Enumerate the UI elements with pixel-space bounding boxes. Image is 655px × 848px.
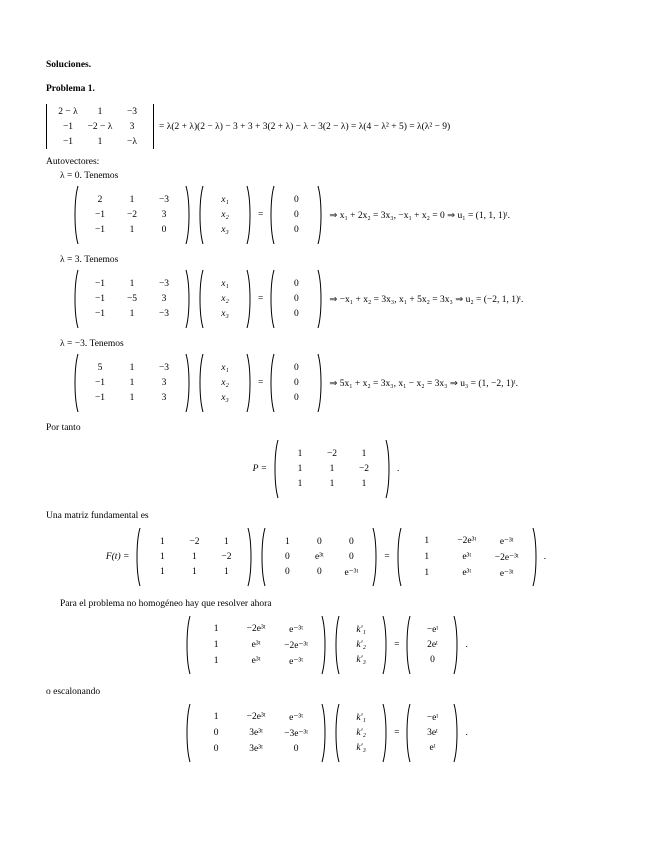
- paren-left: [404, 615, 411, 675]
- F-right-matrix: 1 −2e³ᵗ e⁻³ᵗ 1 e³ᵗ −2e⁻³ᵗ 1 e³ᵗ e⁻³ᵗ: [395, 527, 539, 587]
- paren-left: [395, 527, 402, 587]
- right-bar: [153, 104, 154, 149]
- paren-left: [72, 353, 79, 413]
- autovectores-label: Autovectores:: [46, 157, 100, 167]
- eig3-vector: x₁ x₂ x₃: [197, 269, 253, 329]
- system1-unknowns: k′₁ k′₂ k′₃: [333, 615, 389, 675]
- system2-equation: [46, 703, 606, 763]
- paren-left: [72, 185, 79, 245]
- por-tanto-label: Por tanto: [46, 423, 81, 433]
- paren-right: [321, 615, 328, 675]
- paren-right: [185, 353, 192, 413]
- equals-sign: =: [384, 552, 390, 562]
- eig3-zeros: 0 0 0: [268, 269, 324, 329]
- eig0-vector: x₁ x₂ x₃: [197, 185, 253, 245]
- determinant-matrix: [46, 104, 154, 149]
- paren-left: [197, 269, 204, 329]
- paren-left: [197, 353, 204, 413]
- paren-left: [333, 703, 340, 763]
- paren-left: [333, 615, 340, 675]
- paren-left: [72, 269, 79, 329]
- paren-left: [268, 353, 275, 413]
- equals-sign: =: [258, 294, 264, 304]
- paren-right: [382, 703, 389, 763]
- paren-right: [185, 185, 192, 245]
- paren-right: [453, 703, 460, 763]
- paren-right: [382, 615, 389, 675]
- period: .: [465, 640, 468, 650]
- system1-rhs: −eᵗ 2eᵗ 0: [404, 615, 460, 675]
- period: .: [543, 552, 547, 562]
- lambda-minus3-label: λ = −3. Tenemos: [60, 339, 124, 349]
- P-label: P =: [252, 464, 268, 474]
- matriz-fundamental-label: Una matriz fundamental es: [46, 511, 149, 521]
- eigm3-conclusion: ⇒ 5x₁ + x₂ = 3x₃, x₁ − x₂ = 3x₃ ⇒ u₃ = (1, −2, 1)ᵗ.: [329, 378, 519, 389]
- no-homogeneo-label: Para el problema no homogéneo hay que resolver ahora: [60, 599, 272, 609]
- eig3-conclusion: ⇒ −x₁ + x₂ = 3x₃, x₁ + 5x₂ = 3x₃ ⇒ u₂ = (−2, 1, 1)ᵗ.: [329, 294, 524, 305]
- paren-right: [185, 269, 192, 329]
- equals-sign: =: [394, 640, 400, 650]
- system2-rhs: −eᵗ 3eᵗ eᵗ: [404, 703, 460, 763]
- period: .: [397, 464, 400, 474]
- system2-matrix: 1 −2e³ᵗ e⁻³ᵗ 0 3e³ᵗ −3e⁻³ᵗ 0 3e³ᵗ 0: [184, 703, 328, 763]
- paren-right: [385, 439, 392, 499]
- paren-right: [321, 703, 328, 763]
- lambda-0-label: λ = 0. Tenemos: [60, 171, 119, 181]
- eigm3-equation: [72, 353, 606, 413]
- equals-sign: =: [394, 728, 400, 738]
- P-equation: [46, 439, 606, 499]
- equals-sign: =: [258, 210, 264, 220]
- eigm3-vector: x₁ x₂ x₃: [197, 353, 253, 413]
- determinant-rhs: = λ(2 + λ)(2 − λ) − 3 + 3 + 3(2 + λ) − λ − 3(2 − λ) = λ(4 − λ² + 5) = λ(λ² − 9): [159, 121, 451, 132]
- paren-right: [246, 269, 253, 329]
- paren-right: [372, 527, 379, 587]
- paren-right: [247, 527, 254, 587]
- determinant-cells: 2 − λ 1 −3 −1 −2 − λ 3 −1 1 −λ: [58, 106, 138, 147]
- period: .: [465, 728, 468, 738]
- paren-right: [317, 269, 324, 329]
- paren-left: [134, 527, 141, 587]
- paren-left: [197, 185, 204, 245]
- eig0-zeros: 0 0 0: [268, 185, 324, 245]
- P-matrix: 1 −2 1 1 1 −2 1 1 1: [272, 439, 392, 499]
- system2-unknowns: k′₁ k′₂ k′₃: [333, 703, 389, 763]
- lambda-3-label: λ = 3. Tenemos: [60, 255, 119, 265]
- paren-right: [246, 353, 253, 413]
- equals-sign: =: [258, 378, 264, 388]
- paren-left: [268, 185, 275, 245]
- paren-right: [453, 615, 460, 675]
- determinant-equation: [46, 104, 606, 149]
- F-left-matrix: 1 −2 1 1 1 −2 1 1 1: [134, 527, 254, 587]
- paren-right: [532, 527, 539, 587]
- eig0-equation: [72, 185, 606, 245]
- page-title: Soluciones.: [46, 60, 92, 70]
- eig3-matrix: −1 1 −3 −1 −5 3 −1 1 −3: [72, 269, 192, 329]
- eigm3-matrix: 5 1 −3 −1 1 3 −1 1 3: [72, 353, 192, 413]
- F-middle-matrix: 1 0 0 0 e³ᵗ 0 0 0 e⁻³ᵗ: [259, 527, 379, 587]
- paren-right: [317, 353, 324, 413]
- paren-left: [404, 703, 411, 763]
- system1-equation: [46, 615, 606, 675]
- eig0-conclusion: ⇒ x₁ + 2x₂ = 3x₃, −x₁ + x₂ = 0 ⇒ u₁ = (1, 1, 1)ᵗ.: [329, 210, 510, 221]
- paren-left: [184, 703, 191, 763]
- paren-left: [268, 269, 275, 329]
- eig3-equation: [72, 269, 606, 329]
- paren-right: [317, 185, 324, 245]
- escalonando-label: o escalonando: [46, 687, 101, 697]
- document-page: [46, 60, 606, 763]
- paren-left: [272, 439, 279, 499]
- eigm3-zeros: 0 0 0: [268, 353, 324, 413]
- eig0-matrix: 2 1 −3 −1 −2 3 −1 1 0: [72, 185, 192, 245]
- F-equation: [46, 527, 606, 587]
- problem-heading: Problema 1.: [46, 84, 95, 94]
- system1-matrix: 1 −2e³ᵗ e⁻³ᵗ 1 e³ᵗ −2e⁻³ᵗ 1 e³ᵗ e⁻³ᵗ: [184, 615, 328, 675]
- paren-left: [259, 527, 266, 587]
- paren-right: [246, 185, 253, 245]
- F-label: F(t) =: [105, 552, 130, 562]
- paren-left: [184, 615, 191, 675]
